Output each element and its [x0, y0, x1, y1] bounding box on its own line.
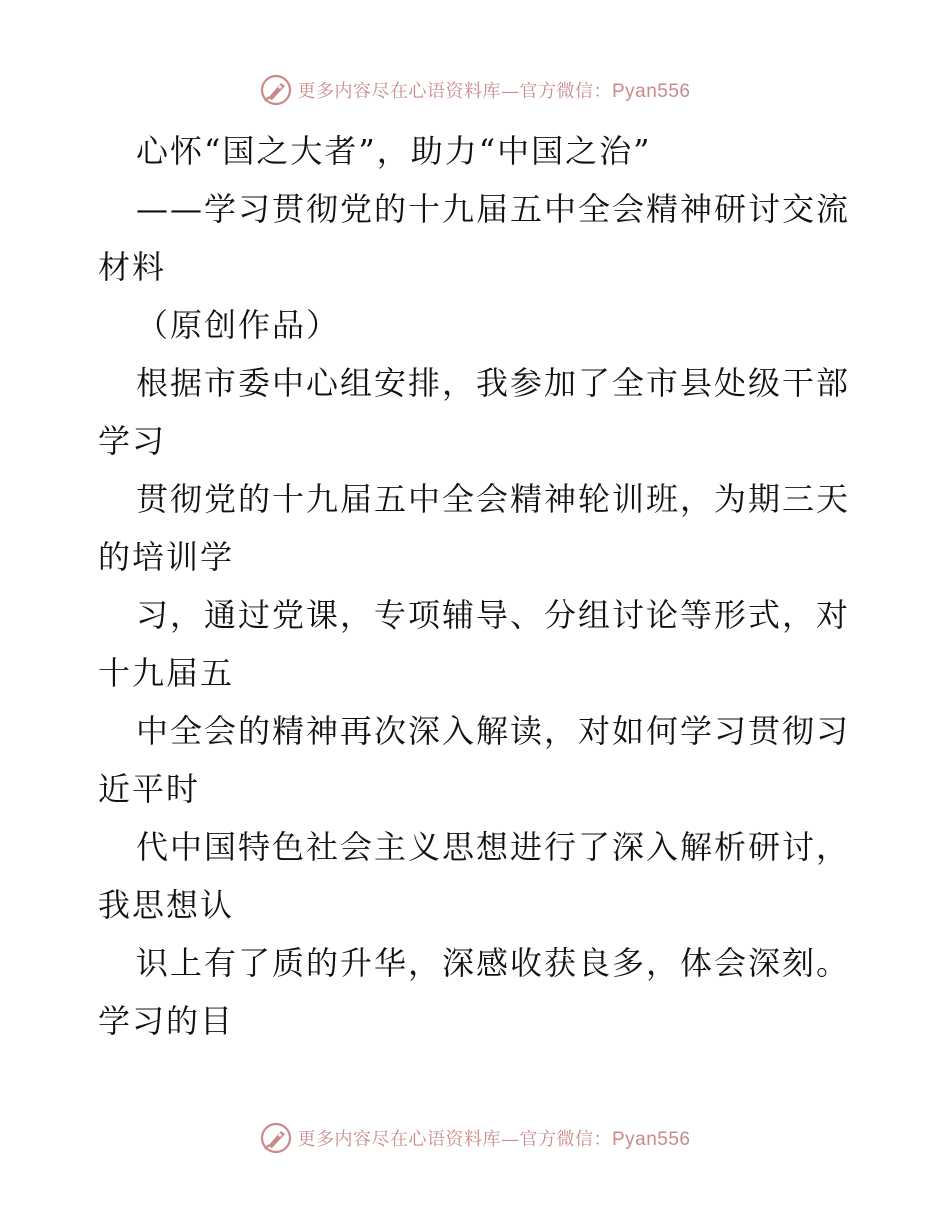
- text-line: 识上有了质的升华，深感收获良多，体会深刻。: [136, 944, 851, 982]
- text-line: 贯彻党的十九届五中全会精神轮训班，为期三天: [136, 480, 851, 518]
- text-line: 近平时: [98, 770, 201, 808]
- text-line: 我思想认: [98, 886, 235, 924]
- text-line: 学习的目: [98, 1002, 235, 1040]
- text-line: 中全会的精神再次深入解读，对如何学习贯彻习: [136, 712, 851, 750]
- text-line: 学习: [98, 422, 167, 460]
- text-line: 心怀“国之大者”，助力“中国之治”: [136, 132, 652, 170]
- text-line: 材料: [98, 248, 167, 286]
- header-watermark: [0, 70, 950, 110]
- text-line: 习，通过党课，专项辅导、分组讨论等形式，对: [136, 596, 851, 634]
- footer-watermark: [0, 1118, 950, 1158]
- pen-nib-logo-icon: [259, 73, 293, 107]
- text-line: 根据市委中心组安排，我参加了全市县处级干部: [136, 364, 851, 402]
- text-line: （原创作品）: [136, 306, 341, 344]
- text-line: ——学习贯彻党的十九届五中全会精神研讨交流: [136, 190, 851, 228]
- watermark-text: 更多内容尽在心语资料库—官方微信：Pyan556: [297, 81, 691, 102]
- document-body: [98, 122, 850, 1050]
- watermark-handle: Pyan556: [611, 81, 691, 102]
- watermark-text: 更多内容尽在心语资料库—官方微信：Pyan556: [297, 1129, 691, 1150]
- text-line: 十九届五: [98, 654, 235, 692]
- pen-nib-logo-icon: [259, 1121, 293, 1155]
- text-line: 的培训学: [98, 538, 235, 576]
- watermark-handle: Pyan556: [611, 1129, 691, 1150]
- text-line: 代中国特色社会主义思想进行了深入解析研讨，: [136, 828, 851, 866]
